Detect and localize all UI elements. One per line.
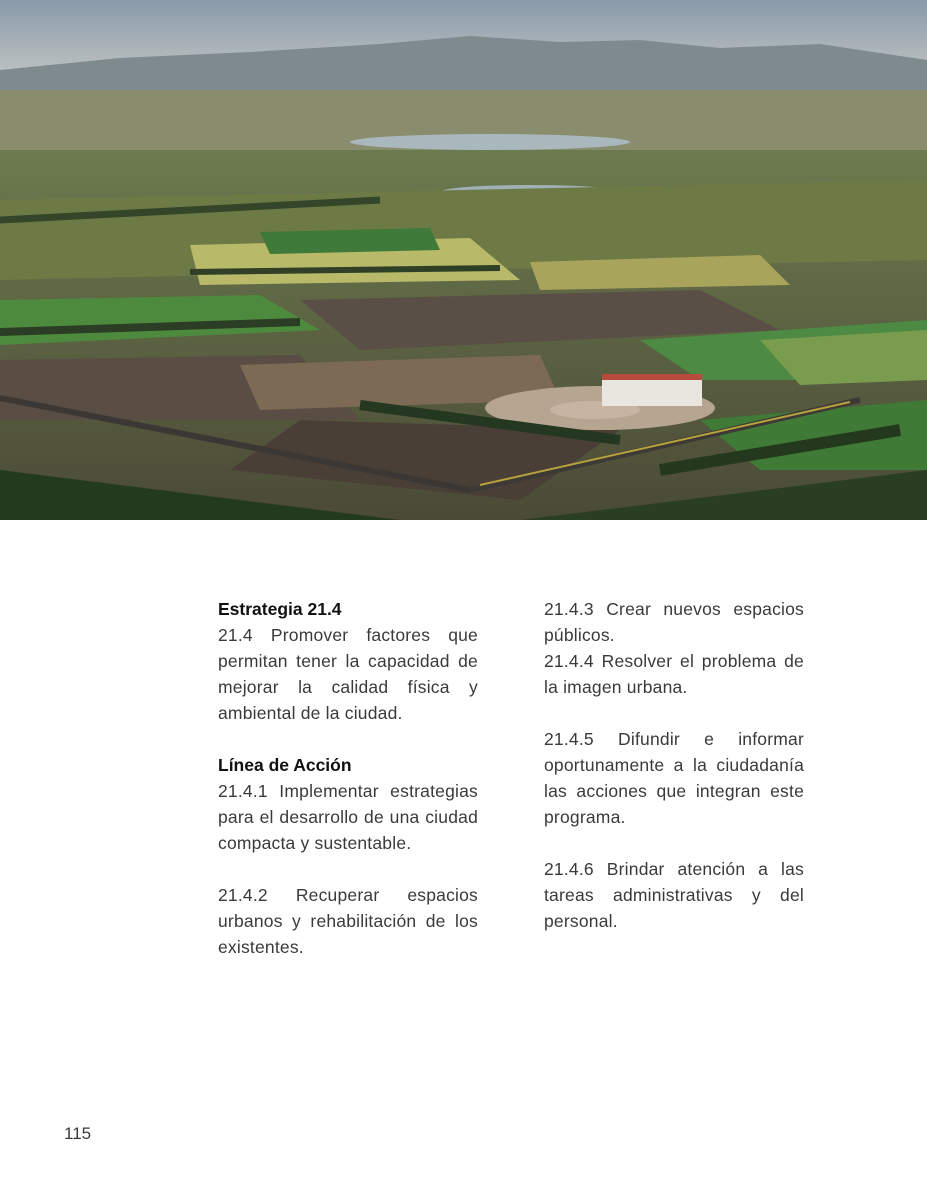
spacer [218,726,478,752]
action-item-4: 21.4.4 Resolver el problema de la imagen urbana. [544,651,804,697]
action-item-2: 21.4.2 Recuperar espacios urbanos y rehabilitación de los existentes. [218,885,478,957]
strategy-text: 21.4 Promover factores que permitan tener la capacidad de mejorar la calidad física y ambiental de la ciudad. [218,625,478,723]
action-item-6: 21.4.6 Brindar atención a las tareas administrativas y del personal. [544,859,804,931]
aerial-landscape-photo [0,0,927,520]
action-item-3: 21.4.3 Crear nuevos espacios públicos. [544,599,804,645]
left-text-column [218,596,478,960]
spacer [544,700,804,726]
landscape-illustration [0,0,927,520]
right-text-column [544,596,804,934]
strategy-heading: Estrategia 21.4 [218,599,342,619]
action-item-5: 21.4.5 Difundir e informar oportunamente a la ciudadanía las acciones que integran este programa. [544,729,804,827]
spacer [544,830,804,856]
page-number: 115 [64,1124,92,1143]
spacer [218,856,478,882]
action-item-1: 21.4.1 Implementar estrategias para el desarrollo de una ciudad compacta y sustentable. [218,781,478,853]
action-line-heading: Línea de Acción [218,755,352,775]
